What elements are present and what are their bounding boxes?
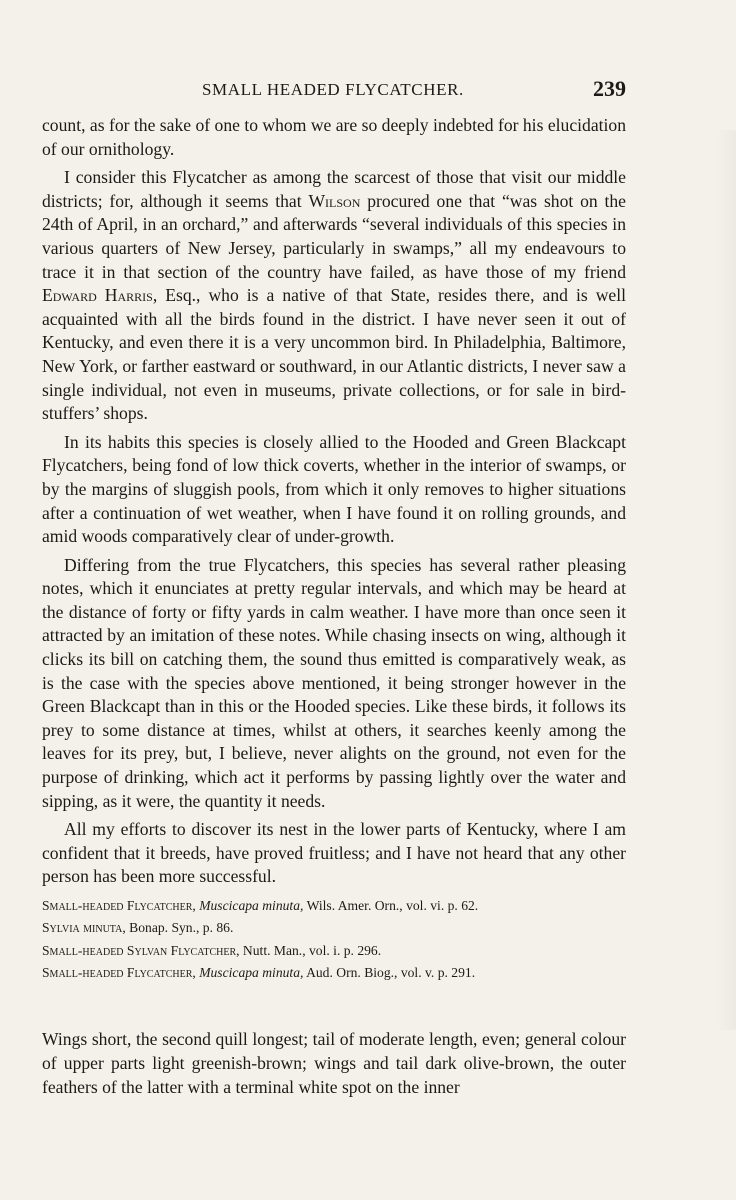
synonym-name: Sylvia minuta, (42, 920, 126, 936)
synonym-entry (42, 940, 632, 962)
paragraph-nest: All my efforts to discover its nest in the lower parts of Kentucky, where I am confident that it breeds, have proved fruitless; and I have not heard that any other person has been more successful. (42, 819, 626, 887)
paragraph-habits: In its habits this species is closely allied to the Hooded and Green Blackcapt Flycatchers, being fond of low thick coverts, whether in the interior of swamps, or by the margins of sluggish pools, from which it only removes to higher situations after a continuation of wet weather, when I have found it on rolling grounds, and amid woods comparatively clear of under-growth. (42, 431, 626, 547)
person-name-harris: Edward Harris (42, 285, 153, 306)
synonymy-list (42, 895, 632, 985)
text-run: procured one that “was shot on the 24th of April, in an orchard,” and afterwards “several individuals of this species in various quarters of New Jersey, particularly in swamps,” all my endeavours to trace it in that section of the country have failed, as have those of my friend (42, 190, 626, 282)
synonym-name: Small-headed Sylvan Flycatcher, (42, 942, 240, 958)
species-description (42, 1027, 626, 1099)
paragraph-notes: Differing from the true Flycatchers, this species has several rather pleasing notes, which it enunciates at pretty regular intervals, and which may be heard at the distance of forty or fifty yards in calm weather. I have more than once seen it attracted by an imitation of these notes. While chasing insects on wing, although it clicks its bill on catching them, the sound thus emitted is comparatively weak, as is the case with the species above mentioned, it being stronger however in the Green Blackcapt than in this or the Hooded species. Like these birds, it follows its prey to some distance at times, whilst at others, it searches keenly among the leaves for its prey, but, I believe, never alights on the ground, not even for the purpose of drinking, which act it performs by passing lightly over the water and sipping, as it were, the quantity it needs. (42, 554, 626, 811)
person-name-wilson: Wilson (308, 190, 361, 211)
page-number: 239 (593, 76, 626, 101)
synonym-reference: Aud. Orn. Biog., vol. v. p. 291. (306, 965, 476, 981)
synonym-entry (42, 962, 632, 984)
synonym-entry (42, 917, 632, 939)
synonym-name: Small-headed Flycatcher, (42, 965, 196, 981)
synonym-latin: Muscicapa minuta, (199, 898, 304, 913)
synonym-name: Small-headed Flycatcher, (42, 898, 196, 913)
synonym-latin: Muscicapa minuta, (199, 965, 304, 981)
synonym-entry (42, 895, 632, 917)
running-title: SMALL HEADED FLYCATCHER. (202, 80, 464, 99)
paragraph-scarcity (42, 166, 626, 426)
page-edge-shadow (716, 130, 736, 1030)
synonym-reference: Nutt. Man., vol. i. p. 296. (242, 942, 382, 958)
paragraph-continuation: count, as for the sake of one to whom we are so deeply indebted for his elucidation of our ornithology. (42, 115, 626, 159)
synonym-reference: Wils. Amer. Orn., vol. vi. p. 62. (306, 898, 479, 913)
page-header (42, 76, 626, 110)
text-run: , Esq., who is a native of that State, resides there, and is well acquainted with all the birds found in the district. I have never seen it out of Kentucky, and even there it is a very uncommon bird. In Philadelphia, Baltimore, New York, or farther eastward or southward, in our Atlantic districts, I never saw a single individual, not even in museums, private collections, or for sale in bird-stuffers’ shops. (42, 285, 626, 424)
description-text: Wings short, the second quill longest; tail of moderate length, even; general colour of upper parts light greenish-brown; wings and tail dark olive-brown, the outer feathers of the latter with a terminal white spot on the inner (42, 1029, 626, 1097)
main-text (42, 114, 626, 889)
synonym-reference: Bonap. Syn., p. 86. (129, 920, 234, 936)
text-run: I consider this Flycatcher as among the scarcest of those that visit our middle districts; for, although it seems that (42, 167, 626, 211)
